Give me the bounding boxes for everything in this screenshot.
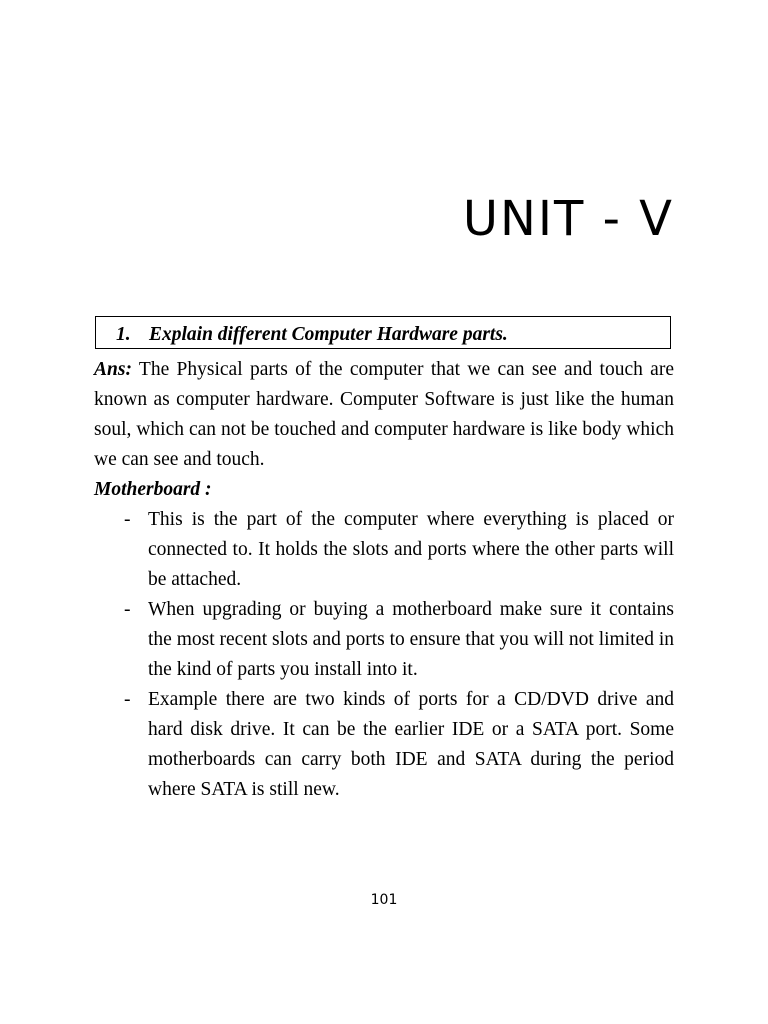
section-heading-motherboard: Motherboard :	[94, 479, 212, 500]
answer-text: The Physical parts of the computer that we can see and touch are known as computer hardware. Computer Software is just like the human soul, which can not be touched and computer hardware is like body which we can see and touch.	[94, 359, 674, 470]
question-text: Explain different Computer Hardware parts.	[149, 324, 508, 345]
unit-title: UNIT - V	[462, 191, 674, 247]
bullet-dash: -	[124, 599, 131, 620]
question-number: 1.	[116, 324, 131, 345]
answer-label: Ans:	[94, 359, 132, 380]
answer-paragraph	[94, 355, 674, 475]
motherboard-bullet-list	[94, 505, 674, 805]
bullet-item	[94, 685, 674, 805]
bullet-item	[94, 595, 674, 685]
question-box	[95, 316, 671, 349]
bullet-dash: -	[124, 689, 131, 710]
page-number: 101	[370, 892, 398, 908]
bullet-text: This is the part of the computer where everything is placed or connected to. It holds the slots and ports where the other parts will be attached.	[148, 509, 674, 590]
bullet-text: Example there are two kinds of ports for a CD/DVD drive and hard disk drive. It can be the earlier IDE or a SATA port. Some motherboards can carry both IDE and SATA during the period where SATA is still new.	[148, 689, 674, 800]
bullet-item	[94, 505, 674, 595]
bullet-text: When upgrading or buying a motherboard make sure it contains the most recent slots and ports to ensure that you will not limited in the kind of parts you install into it.	[148, 599, 674, 680]
bullet-dash: -	[124, 509, 131, 530]
